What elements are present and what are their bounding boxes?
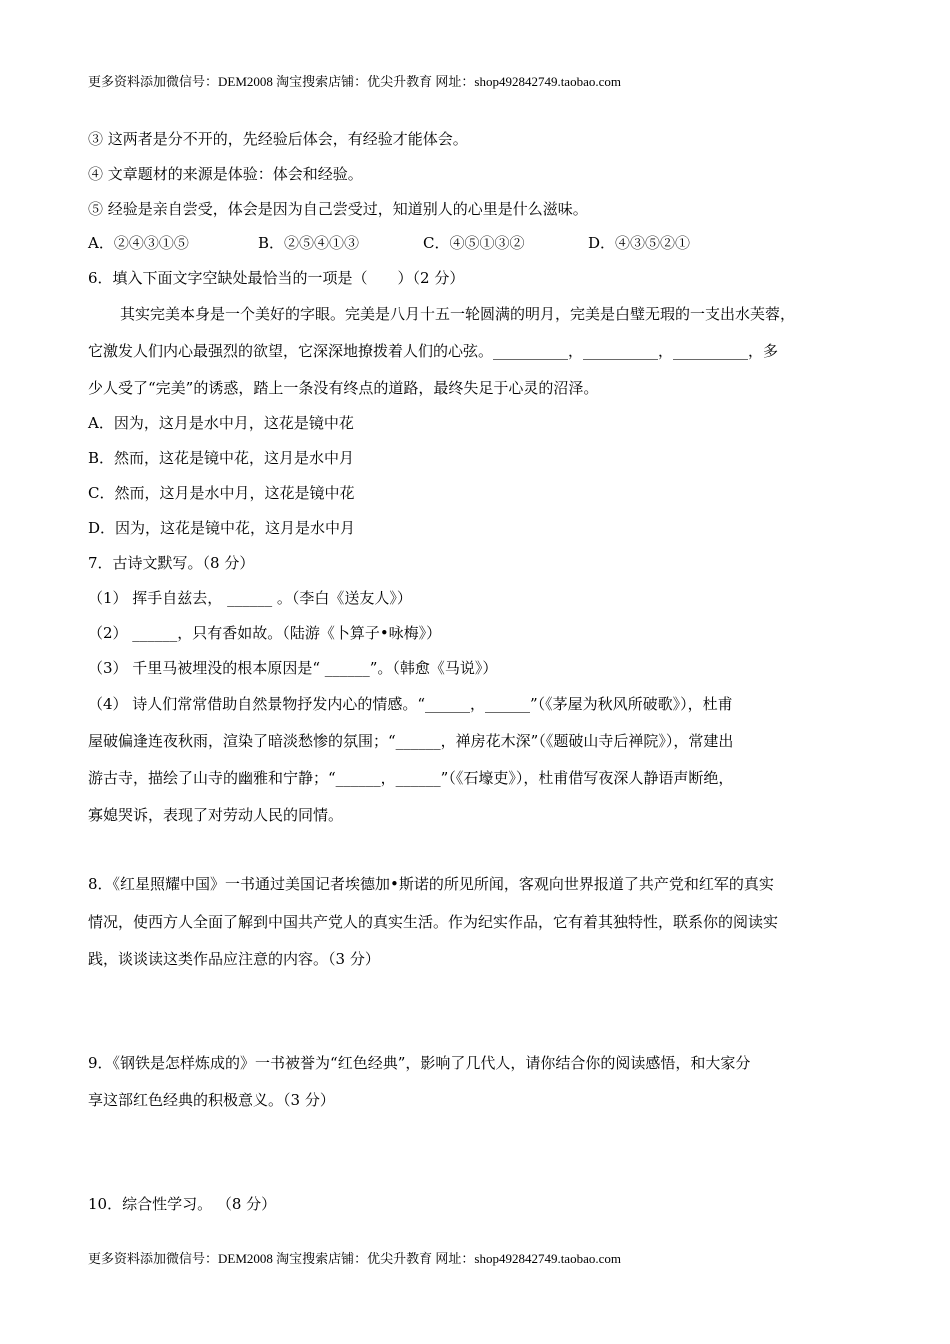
- q6-option-d: D．因为，这花是镜中花，这月是水中月: [88, 519, 356, 537]
- q7-line-4: （4） 诗人们常常借助自然景物抒发内心的情感。“______，______”（《茅屋为秋风所破歌》），杜甫: [88, 695, 733, 713]
- q7-line-5: 屋破偏逢连夜秋雨，渲染了暗淡愁惨的氛围；“______，禅房花木深”（《题破山寺后禅院》），常建出: [88, 732, 734, 750]
- q6-passage-line-1: 其实完美本身是一个美好的字眼。完美是八月十五一轮圆满的明月，完美是白璧无瑕的一支出水芙蓉，: [120, 305, 796, 323]
- q5-option-d: D．④③⑤②①: [588, 234, 691, 252]
- q6-title: 6．填入下面文字空缺处最恰当的一项是（ ）（2 分）: [88, 269, 465, 287]
- q8-line-2: 情况，使西方人全面了解到中国共产党人的真实生活。作为纪实作品，它有着其独特性，联系你的阅读实: [88, 913, 779, 931]
- q8-line-3: 践，谈谈读这类作品应注意的内容。（3 分）: [88, 950, 380, 968]
- q5-item-3: ③ 这两者是分不开的，先经验后体会，有经验才能体会。: [88, 130, 468, 148]
- q6-passage-line-2: 它激发人们内心最强烈的欲望，它深深地撩拨着人们的心弦。__________，__________，__________，多: [88, 342, 779, 360]
- q5-option-a: A．②④③①⑤: [88, 234, 189, 252]
- q5-item-4: ④ 文章题材的来源是体验：体会和经验。: [88, 165, 363, 183]
- q6-option-c: C．然而，这月是水中月，这花是镜中花: [88, 484, 355, 502]
- q9-line-2: 享这部红色经典的积极意义。（3 分）: [88, 1091, 335, 1109]
- q7-line-3: （3） 千里马被埋没的根本原因是“ ______”。（韩愈《马说》）: [88, 659, 498, 677]
- q5-option-c: C．④⑤①③②: [423, 234, 525, 252]
- q6-option-b: B．然而，这花是镜中花，这月是水中月: [88, 449, 355, 467]
- q10-title: 10．综合性学习。 （8 分）: [88, 1195, 277, 1213]
- page-footer: 更多资料添加微信号：DEM2008 淘宝搜索店铺：优尖升教育 网址：shop492842749.taobao.com: [88, 1251, 621, 1266]
- q5-option-b: B．②⑤④①③: [258, 234, 360, 252]
- q6-passage-line-3: 少人受了“完美”的诱惑，踏上一条没有终点的道路，最终失足于心灵的沼泽。: [88, 379, 599, 397]
- q8-line-1: 8．《红星照耀中国》一书通过美国记者埃德加•斯诺的所见所闻，客观向世界报道了共产党和红军的真实: [88, 875, 774, 893]
- q5-item-5: ⑤ 经验是亲自尝受，体会是因为自己尝受过，知道别人的心里是什么滋味。: [88, 200, 588, 218]
- q5-options: [88, 232, 690, 253]
- q7-line-6: 游古寺，描绘了山寺的幽雅和宁静；“______，______”（《石壕吏》），杜甫借写夜深人静语声断绝，: [88, 769, 734, 787]
- q7-title: 7．古诗文默写。（8 分）: [88, 554, 255, 572]
- q7-line-7: 寡媳哭诉，表现了对劳动人民的同情。: [88, 806, 344, 824]
- q6-option-a: A．因为，这月是水中月，这花是镜中花: [88, 414, 354, 432]
- q9-line-1: 9．《钢铁是怎样炼成的》一书被誉为“红色经典”，影响了几代人，请你结合你的阅读感悟，和大家分: [88, 1054, 751, 1072]
- page-header: 更多资料添加微信号：DEM2008 淘宝搜索店铺：优尖升教育 网址：shop492842749.taobao.com: [88, 74, 621, 89]
- q7-line-2: （2） ______，只有香如故。（陆游《卜算子•咏梅》）: [88, 624, 442, 642]
- q7-line-1: （1） 挥手自兹去， ______ 。（李白《送友人》）: [88, 589, 412, 607]
